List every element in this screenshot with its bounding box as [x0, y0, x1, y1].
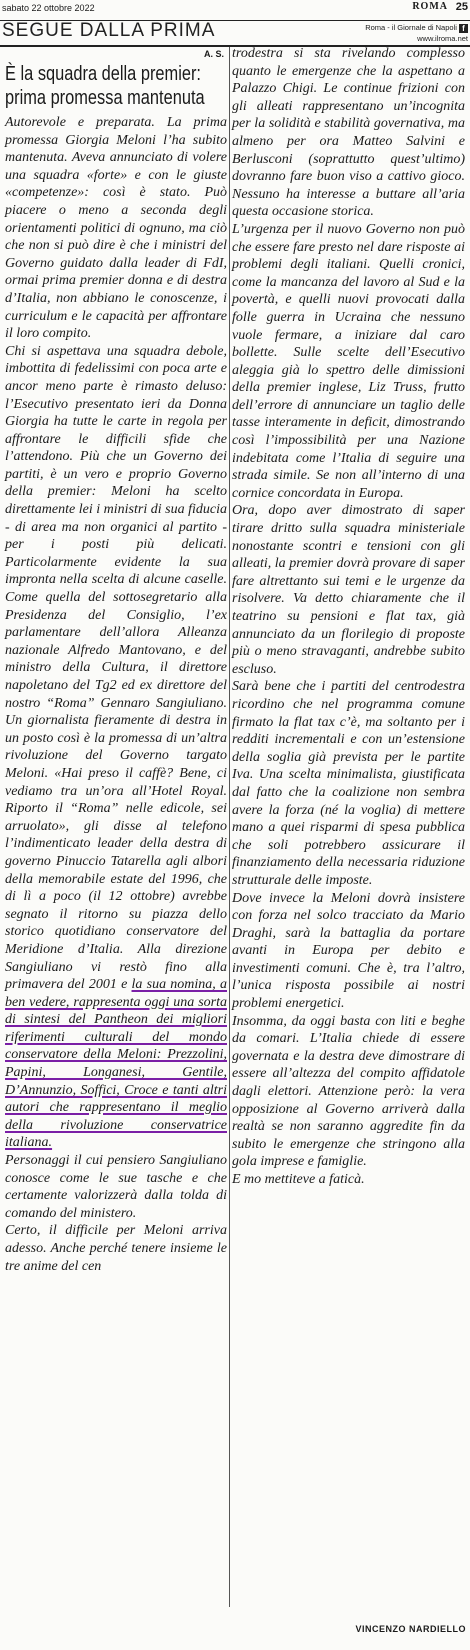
highlighted-passage: la sua nomina, a ben vedere, rappresenta oggi una sorta di sintesi del Pantheon dei migliori riferimenti culturali del mondo conservatore della Meloni: Prezzolini, Papini, Longanesi, Gentile, D’Annunzio, Soffici, Croce e tanti altri autori che rappresentano il meglio della rivoluzione conservatrice italiana. — [5, 977, 227, 1151]
paragraph: L’urgenza per il nuovo Governo non può che essere fare presto nel dare risposte ai problemi degli italiani. Quelli cronici, come la mancanza del lavoro al Sud e la povertà, e quelli nuovi provocati dalla folle guerra in Ucraina che nessuno vuole fermare, a iniziare dal caro bollette. Sulle scelte dell’Esecutivo aleggia già lo spettro delle dimissioni della premier inglese, Liz Truss, frutto dell’errore di annunciare un taglio delle tasse interamente in deficit, dimostrando così l’impossibilità per una Nazione indebitata come l’Italia di seguire una strada simile. Se non all’interno di una cornice concordata in Europa. — [232, 221, 465, 501]
facebook-icon[interactable]: f — [459, 24, 468, 33]
column-divider — [229, 47, 230, 1607]
paragraph: Ora, dopo aver dimostrato di saper tirare dritto sulla squadra ministeriale nonostante scontri e tensioni con gli alleati, la premier dovrà provare di saper fare altrettanto sui temi e le urgenze da risolvere. Va detto chiaramente che il teatrino su pensioni e flat tax, già annunciato da un florilegio di proposte più o meno stravaganti, andrebbe subito escluso. — [232, 503, 465, 677]
page-header-bar — [0, 0, 470, 21]
website-link[interactable]: www.ilroma.net — [417, 34, 468, 43]
article-column-2 — [232, 45, 465, 1189]
article-headline — [5, 62, 205, 110]
paragraph: trodestra si sta rivelando complesso quanto le emergenze che la aspettano a Palazzo Chigi. Le continue frizioni con gli alleati rappresentano un’incognita per la solidità e stabilità governativa, ma almeno per ora Matteo Salvini e Berlusconi (soprattutto quest’ultimo) dovranno fare buon viso a cattivo gioco. Nessuno ha interesse a buttare all’aria questa occasione storica. — [232, 46, 465, 220]
paragraph-text: Chi si aspettava una squadra debole, imbottita di fedelissimi con poca arte e ancor meno parte è rimasto deluso: l’Esecutivo presentato ieri da Donna Giorgia ha tutte le carte in regola per affrontare le difficili sfide che l’attendono. Più che un Governo dei partiti, è un vero e proprio Governo della premier: Meloni ha scelto direttamente lei i ministri di sua fiducia - di area ma non organici al partito - per i posti più delicati. Particolarmente evidente la sua impronta nella scelta di alcune caselle. Come quella del sottosegretario alla Presidenza del Consiglio, l’ex parlamentare dell’allora Alleanza nazionale Alfredo Mantovano, e del ministro della Cultura, il direttore napoletano del Tg2 ed ex direttore del nostro “Roma” Gennaro Sangiuliano. Un giornalista fieramente di destra in un posto così è la promessa di un’altra rivoluzione del Governo targato Meloni. «Hai preso il caffè? Bene, ci vediamo tra un’ora all’Hotel Royal. Riporto il “Roma” nelle edicole, sei arruolato», gli disse al telefono l’indimenticato leader della destra di governo Pinuccio Tatarella agli albori della memorabile estate del 1996, che di lì a poco (il 12 ottobre) avrebbe segnato il ritorno su piazza dello storico quotidiano conservatore del Meridione d’Italia. Alla direzione Sangiuliano vi restò fino alla primavera del 2001 e — [5, 343, 227, 993]
paragraph: Insomma, da oggi basta con liti e beghe da comari. L’Italia chiede di essere governata e la destra deve dimostrare di essere all’altezza del compito affidatole dagli elettori. Attenzione però: la vera opposizione al Governo arriverà dalla realtà se non saranno aggredite fin da subito le emergenze che stringono alla gola imprese e famiglie. — [232, 1013, 465, 1170]
paragraph: Dove invece la Meloni dovrà insistere con forza nel solco tracciato da Mario Draghi, sarà la battaglia da portare avanti in Europa per debito e investimenti comuni. Che è, tra l’altro, l’unica risposta possibile ai nostri problemi energetici. — [232, 890, 465, 1012]
contact-line-1: Roma - il Giornale di Napoli — [365, 23, 457, 32]
paragraph: E mo mettiteve a faticà. — [232, 1172, 365, 1187]
issue-date: sabato 22 ottobre 2022 — [2, 3, 95, 13]
paragraph — [5, 343, 227, 1152]
article-column-1 — [5, 114, 227, 1275]
paragraph: Autorevole e preparata. La prima promessa Giorgia Meloni l’ha subito mantenuta. Aveva annunciato di volere una squadra «forte» e con le giuste «competenze»: così è stato. Può piacere o meno a seconda degli orientamenti politici di ognuno, ma ciò che non si può dire è che i ministri del Governo guidato dalla leader di FdI, ormai prima premier donna e di destra d’Italia, non abbiano le conoscenze, i curriculum e le capacità per affrontare il loro compito. — [5, 115, 227, 342]
paragraph: Sarà bene che i partiti del centrodestra ricordino che nel programma comune firmato la flat tax c’è, ma soltanto per i redditi incrementali e con un’estensione della soglia già prevista per le partite Iva. Una scelta minimalista, giustificata dal fatto che la coalizione non sembra avere la forza (né la voglia) di mettere mano a quei risparmi di spesa pubblica che soli potrebbero assicurare il finanziamento della necessaria riduzione strutturale delle imposte. — [232, 679, 465, 888]
author-signature: VINCENZO NARDIELLO — [355, 1624, 466, 1634]
newspaper-logo: ROMA — [412, 1, 448, 12]
paragraph: Personaggi il cui pensiero Sangiuliano conosce come le sue tasche e che certamente valorizzerà dalla tolda di comando del ministero. — [5, 1153, 227, 1221]
page-number: 25 — [455, 1, 468, 13]
author-initials: A. S. — [204, 49, 225, 59]
contact-info — [365, 22, 468, 44]
section-title: SEGUE DALLA PRIMA — [2, 20, 216, 41]
headline-text: È la squadra della premier: prima promessa mantenuta — [5, 63, 205, 109]
paragraph: Certo, il difficile per Meloni arriva adesso. Anche perché tenere insieme le tre anime del cen — [5, 1223, 227, 1274]
